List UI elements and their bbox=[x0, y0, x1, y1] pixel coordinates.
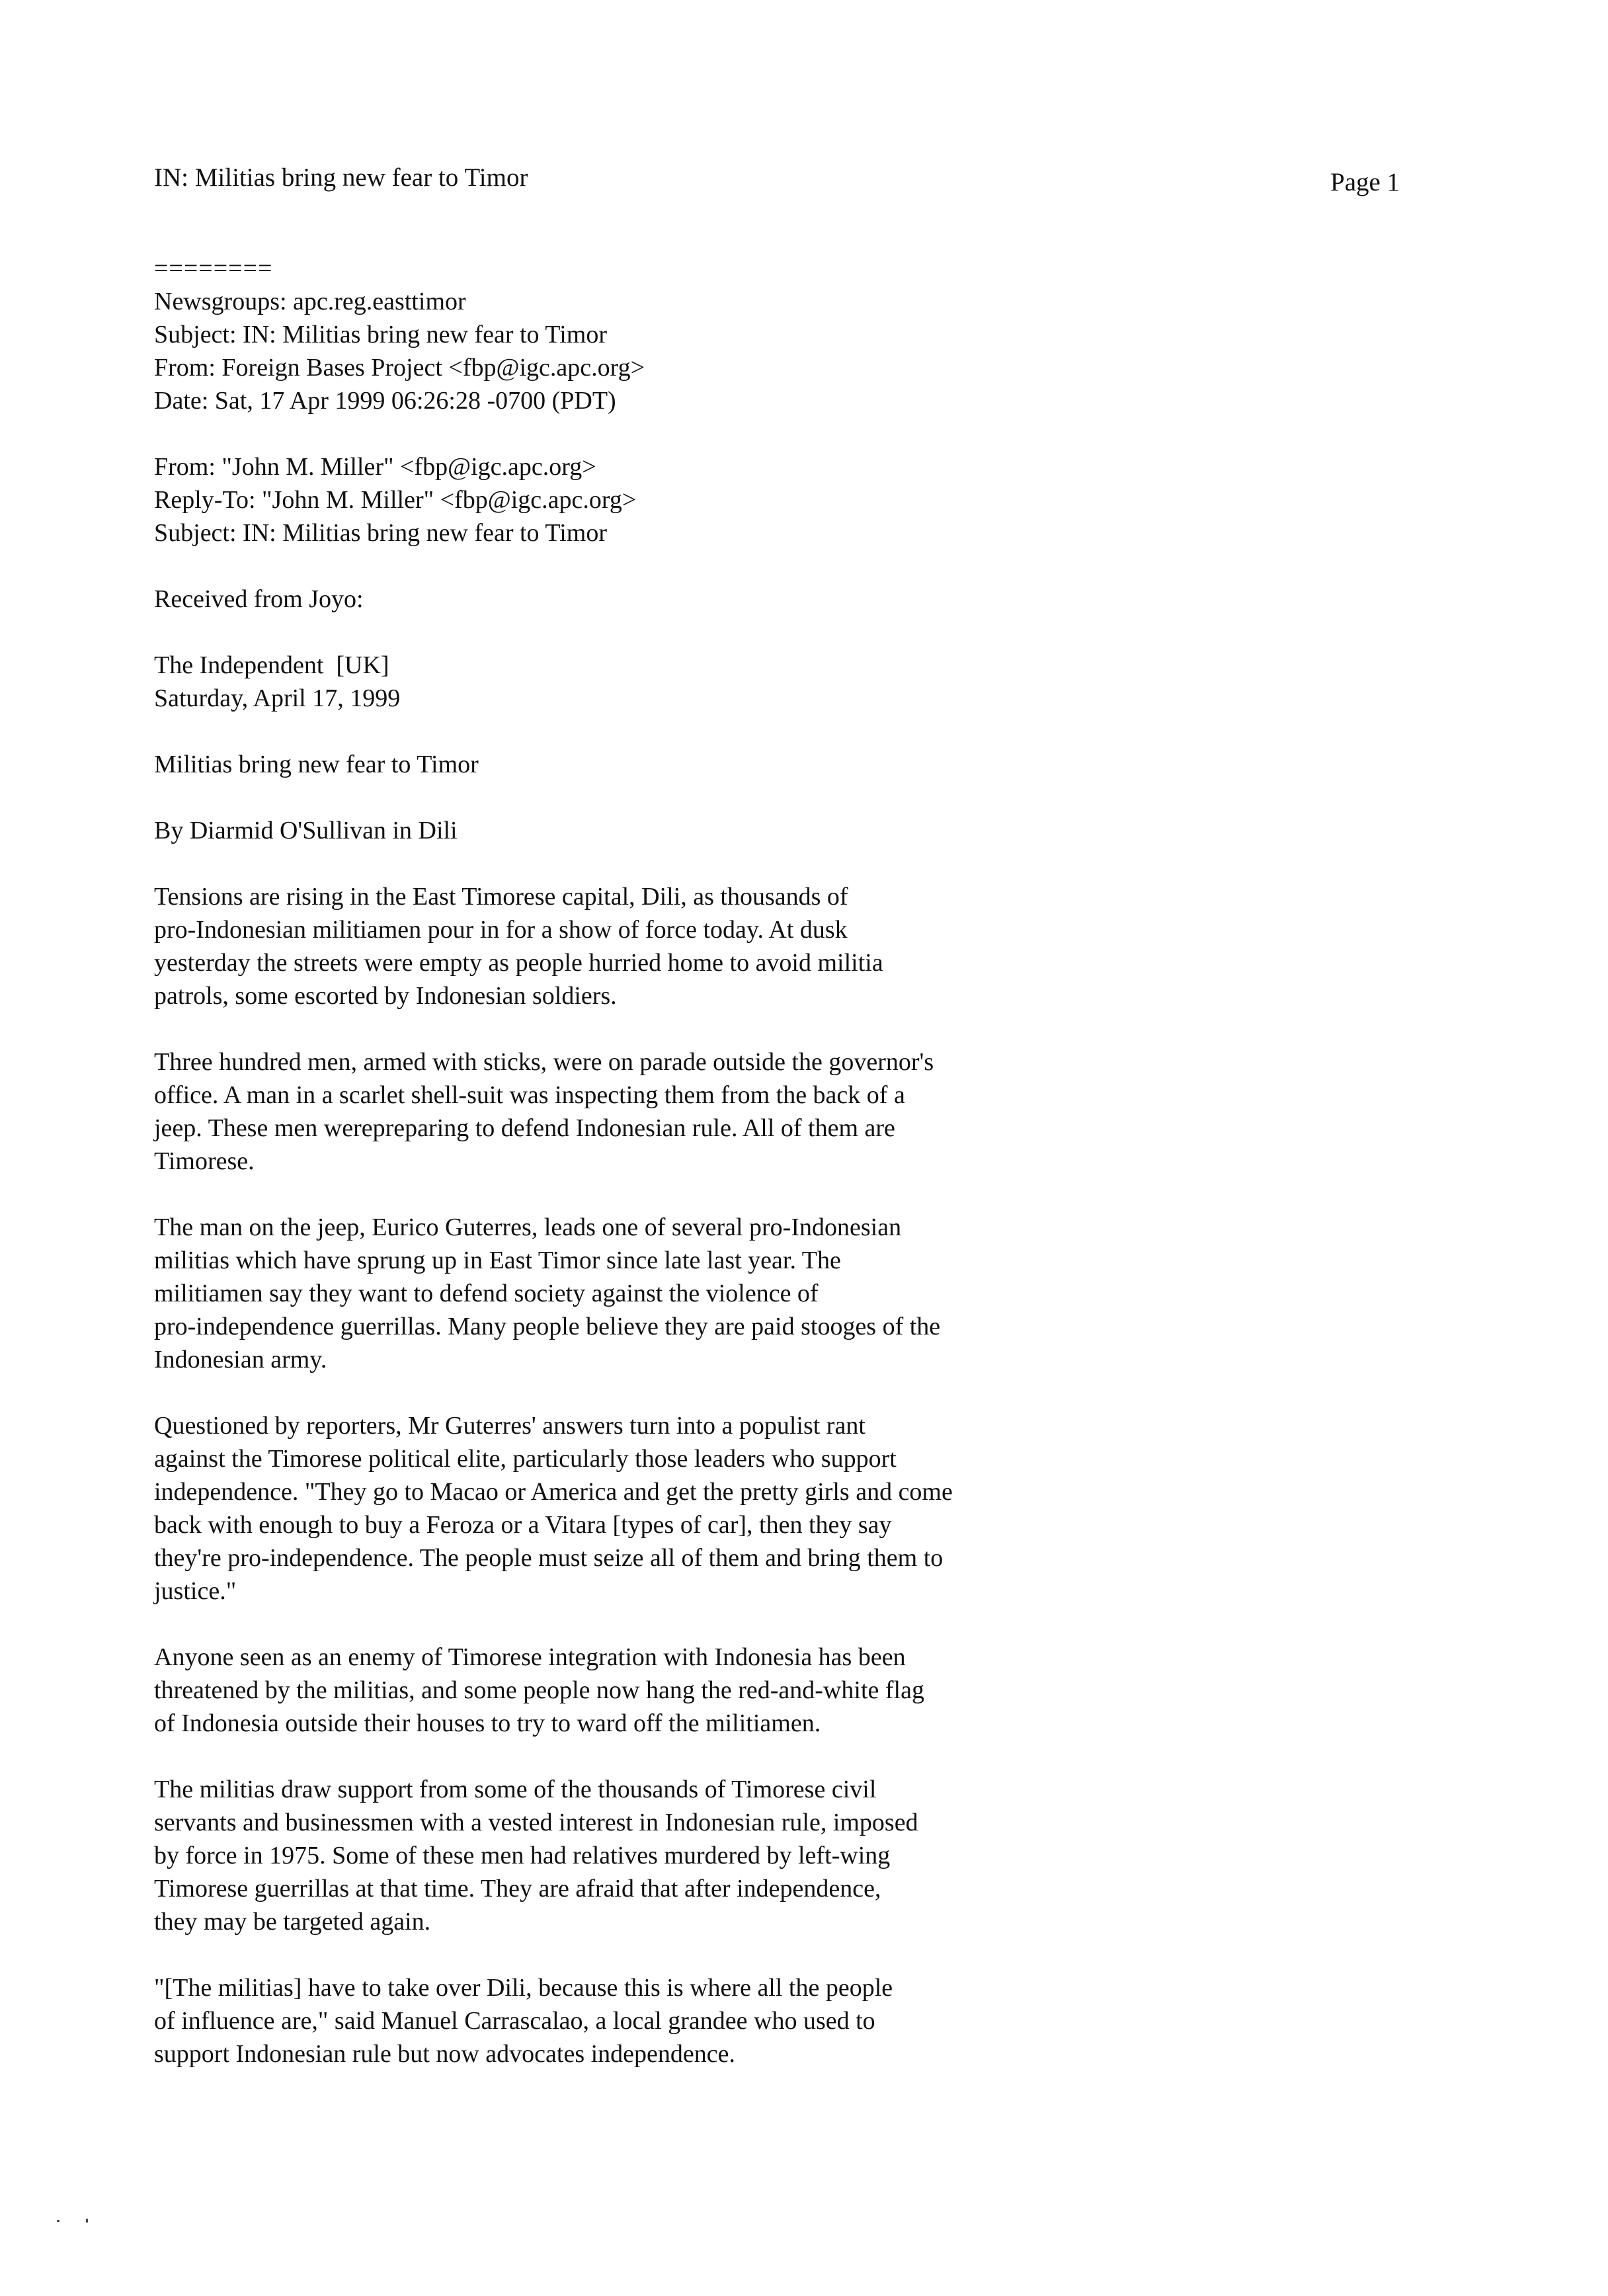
header-separator: ======== bbox=[154, 255, 273, 282]
paragraph-line: support Indonesian rule but now advocates independence. bbox=[154, 2040, 736, 2068]
paragraph-line: Timorese guerrillas at that time. They are afraid that after independence, bbox=[154, 1875, 881, 1903]
forward-subject-line: Subject: IN: Militias bring new fear to Timor bbox=[154, 519, 608, 547]
article-paragraph bbox=[154, 1773, 1106, 1938]
received-from-line: Received from Joyo: bbox=[154, 585, 364, 613]
paragraph-line: by force in 1975. Some of these men had relatives murdered by left-wing bbox=[154, 1842, 891, 1869]
subject-line: Subject: IN: Militias bring new fear to Timor bbox=[154, 321, 608, 348]
scan-speck bbox=[57, 2220, 60, 2222]
paragraph-line: Anyone seen as an enemy of Timorese integration with Indonesia has been bbox=[154, 1643, 906, 1671]
paragraph-line: servants and businessmen with a vested interest in Indonesian rule, imposed bbox=[154, 1809, 918, 1836]
newsgroups-line: Newsgroups: apc.reg.easttimor bbox=[154, 288, 466, 315]
paragraph-line: Timorese. bbox=[154, 1147, 255, 1175]
paragraph-line: Questioned by reporters, Mr Guterres' answers turn into a populist rant bbox=[154, 1412, 865, 1440]
paragraph-line: Tensions are rising in the East Timorese capital, Dili, as thousands of bbox=[154, 883, 848, 911]
paragraph-line: justice." bbox=[154, 1577, 237, 1605]
source-info bbox=[154, 649, 1106, 715]
paragraph-line: The militias draw support from some of the thousands of Timorese civil bbox=[154, 1776, 877, 1803]
paragraph-line: office. A man in a scarlet shell-suit was inspecting them from the back of a bbox=[154, 1081, 905, 1109]
paragraph-line: militias which have sprung up in East Timor since late last year. The bbox=[154, 1247, 841, 1274]
paragraph-line: The man on the jeep, Eurico Guterres, leads one of several pro-Indonesian bbox=[154, 1213, 902, 1241]
reply-to-line: Reply-To: "John M. Miller" <fbp@igc.apc.org> bbox=[154, 486, 637, 514]
paragraph-line: of Indonesia outside their houses to try to ward off the militiamen. bbox=[154, 1709, 821, 1737]
paragraph-line: patrols, some escorted by Indonesian soldiers. bbox=[154, 982, 617, 1010]
publication-date: Saturday, April 17, 1999 bbox=[154, 684, 401, 712]
paragraph-line: of influence are," said Manuel Carrascalao, a local grandee who used to bbox=[154, 2007, 875, 2035]
page-header-title: IN: Militias bring new fear to Timor bbox=[154, 163, 528, 192]
paragraph-line: yesterday the streets were empty as people hurried home to avoid militia bbox=[154, 949, 883, 977]
paragraph-line: Three hundred men, armed with sticks, were on parade outside the governor's bbox=[154, 1048, 934, 1076]
paragraph-line: militiamen say they want to defend society against the violence of bbox=[154, 1280, 819, 1307]
date-line: Date: Sat, 17 Apr 1999 06:26:28 -0700 (PDT) bbox=[154, 387, 616, 415]
paragraph-line: back with enough to buy a Feroza or a Vitara [types of car], then they say bbox=[154, 1511, 892, 1539]
message-headers bbox=[154, 252, 1106, 417]
paragraph-line: pro-Indonesian militiamen pour in for a show of force today. At dusk bbox=[154, 916, 848, 944]
article-paragraph bbox=[154, 1046, 1106, 1178]
article-paragraph bbox=[154, 1641, 1106, 1740]
article-byline: By Diarmid O'Sullivan in Dili bbox=[154, 817, 458, 844]
article-paragraph bbox=[154, 1409, 1106, 1608]
paragraph-line: they may be targeted again. bbox=[154, 1908, 431, 1936]
paragraph-line: "[The militias] have to take over Dili, because this is where all the people bbox=[154, 1974, 893, 2002]
from-line: From: Foreign Bases Project <fbp@igc.apc.org> bbox=[154, 354, 645, 382]
paragraph-line: pro-independence guerrillas. Many people believe they are paid stooges of the bbox=[154, 1313, 941, 1340]
page-number: Page 1 bbox=[1330, 168, 1400, 196]
article-paragraph bbox=[154, 880, 1106, 1012]
forwarded-headers bbox=[154, 450, 1106, 550]
paragraph-line: against the Timorese political elite, particularly those leaders who support bbox=[154, 1445, 897, 1473]
paragraph-line: Indonesian army. bbox=[154, 1346, 327, 1374]
article-paragraph bbox=[154, 1971, 1106, 2070]
forward-from-line: From: "John M. Miller" <fbp@igc.apc.org> bbox=[154, 453, 596, 481]
document-body bbox=[154, 252, 1106, 2070]
scan-speck bbox=[86, 2219, 88, 2223]
paragraph-line: jeep. These men werepreparing to defend Indonesian rule. All of them are bbox=[154, 1114, 895, 1142]
article-paragraph bbox=[154, 1211, 1106, 1376]
paragraph-line: threatened by the militias, and some people now hang the red-and-white flag bbox=[154, 1676, 924, 1704]
paragraph-line: they're pro-independence. The people must seize all of them and bring them to bbox=[154, 1544, 944, 1572]
publication-name: The Independent [UK] bbox=[154, 651, 389, 679]
article-headline: Militias bring new fear to Timor bbox=[154, 751, 479, 778]
paragraph-line: independence. "They go to Macao or America and get the pretty girls and come bbox=[154, 1478, 953, 1506]
